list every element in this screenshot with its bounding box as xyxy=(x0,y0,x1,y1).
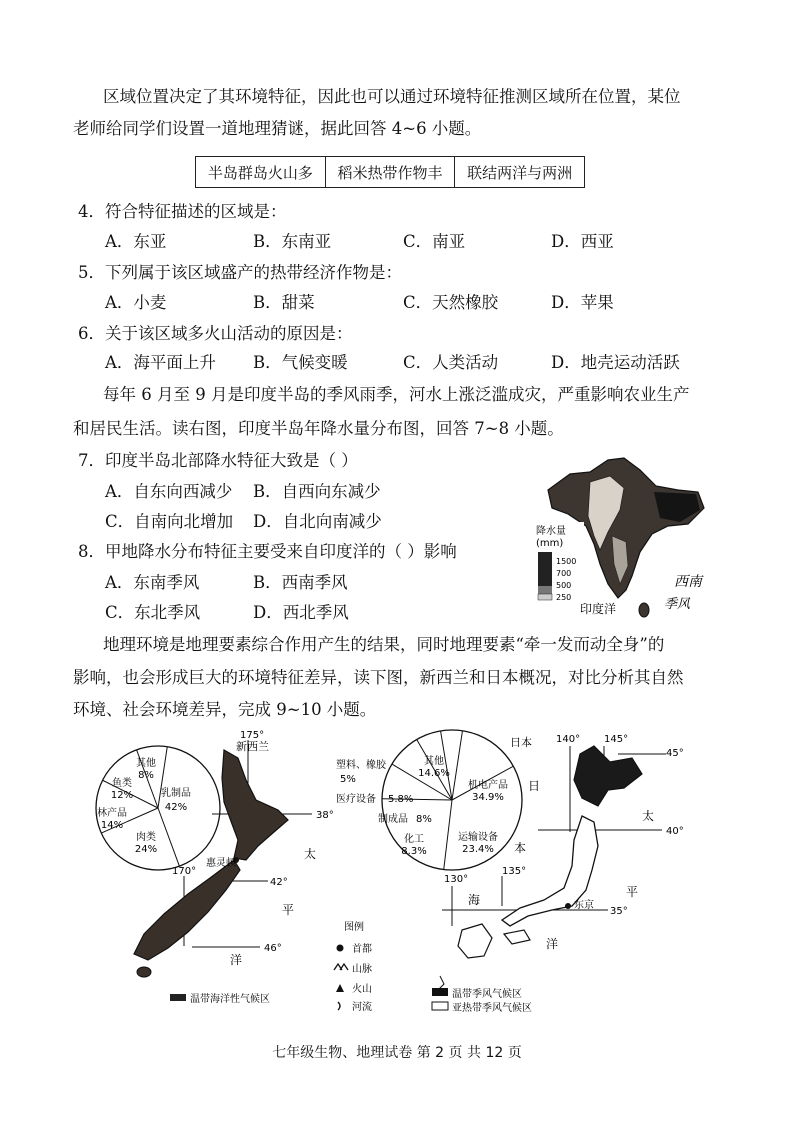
legend-value-500: 500 xyxy=(556,581,572,590)
jp-pie-label-manufactured: 制成品 xyxy=(378,814,408,825)
jp-legend-subtropical: 亚热带季风气候区 xyxy=(452,1003,532,1014)
intro-paragraph-2-line-2: 和居民生活。读右图，印度半岛年降水量分布图，回答 7~8 小题。 xyxy=(73,419,564,438)
question-6-option-c: C．人类活动 xyxy=(403,353,499,372)
legend-swatch-low xyxy=(538,594,552,600)
riddle-clue-3: 联结两洋与两洲 xyxy=(467,163,573,182)
nz-pie-pct-forest: 14% xyxy=(100,820,124,831)
question-4-option-c: C．南亚 xyxy=(403,232,466,251)
india-precipitation-map xyxy=(528,452,714,624)
nz-lon-175: 175° xyxy=(240,730,265,741)
map-legend-mountain: 山脉 xyxy=(352,964,372,975)
question-5-option-d: D．苹果 xyxy=(551,293,614,312)
jp-sea-label-3: 本 xyxy=(514,841,527,855)
question-4-option-d: D．西亚 xyxy=(551,232,614,251)
jp-pie-pct-transport: 23.4% xyxy=(462,844,494,855)
jp-pie-pct-plastic: 5% xyxy=(340,774,356,785)
question-7-option-b: B．自西向东减少 xyxy=(253,482,381,501)
jp-lon-135: 135° xyxy=(502,866,527,877)
jp-lon-130: 130° xyxy=(444,874,469,885)
riddle-clue-2: 稻米热带作物丰 xyxy=(326,157,456,187)
jp-lon-145: 145° xyxy=(604,734,629,745)
question-5-option-a: A．小麦 xyxy=(105,293,167,312)
intro-paragraph-3-line-1: 地理环境是地理要素综合作用产生的结果，同时地理要素“牵一发而动全身”的 xyxy=(103,635,665,654)
handwritten-note-line-1: 西南 xyxy=(674,574,702,590)
map-legend-title: 图例 xyxy=(344,922,364,933)
question-7-option-d: D．自北向南减少 xyxy=(253,512,382,531)
stewart-island xyxy=(137,967,151,977)
jp-ocean-char-3: 洋 xyxy=(546,937,559,951)
jp-ocean-char-1: 太 xyxy=(642,809,655,823)
river-icon xyxy=(338,1002,340,1010)
question-6-option-d: D．地壳运动活跃 xyxy=(551,353,680,372)
jp-legend-temperate: 温带季风气候区 xyxy=(452,989,522,1000)
nz-pie-label-forest: 林产品 xyxy=(97,808,127,819)
precipitation-legend-unit: (mm) xyxy=(536,538,564,549)
jp-lat-45: 45° xyxy=(666,748,684,759)
nz-lat-38: 38° xyxy=(316,810,334,821)
question-6-stem: 6．关于该区域多火山活动的原因是： xyxy=(78,324,353,343)
jp-legend-swatch-subtropical xyxy=(432,1002,448,1010)
question-8-option-c: C．东北季风 xyxy=(105,603,201,622)
nz-ocean-char-1: 太 xyxy=(304,847,317,861)
jp-pie-label-medical: 医疗设备 xyxy=(336,794,376,805)
nz-country-label: 新西兰 xyxy=(236,740,269,753)
japan-export-pie xyxy=(336,730,522,870)
legend-value-700: 700 xyxy=(556,569,572,578)
tokyo-capital-marker xyxy=(565,903,571,909)
nz-pie-pct-other: 8% xyxy=(138,770,154,781)
question-5-option-c: C．天然橡胶 xyxy=(403,293,499,312)
nz-ocean-char-3: 洋 xyxy=(230,953,243,967)
question-8-option-d: D．西北季风 xyxy=(253,603,349,622)
riddle-clue-table xyxy=(195,156,585,188)
jp-legend-swatch-temperate xyxy=(432,988,448,996)
nz-lon-170: 170° xyxy=(172,866,197,877)
nz-pie-label-other: 其他 xyxy=(136,758,156,769)
nz-capital-label: 惠灵顿 xyxy=(206,858,236,869)
jp-lat-35: 35° xyxy=(610,906,628,917)
intro-paragraph-1-line-1: 区域位置决定了其环境特征，因此也可以通过环境特征推测区域所在位置，某位 xyxy=(103,87,681,106)
question-7-option-a: A．自东向西减少 xyxy=(105,482,233,501)
jp-pie-pct-other: 14.6% xyxy=(418,768,450,779)
question-5-option-b: B．甜菜 xyxy=(253,293,315,312)
nz-pie-pct-dairy: 42% xyxy=(164,802,188,813)
north-island xyxy=(222,750,288,860)
jp-sea-label-2: 日 xyxy=(528,779,541,793)
map-legend-capital: 首都 xyxy=(352,944,372,955)
question-8-stem: 8．甲地降水分布特征主要受来自印度洋的（ ）影响 xyxy=(78,542,457,561)
intro-paragraph-3-line-2: 影响，也会形成巨大的环境特征差异，读下图，新西兰和日本概况，对比分析其自然 xyxy=(73,668,684,687)
legend-swatch-mid xyxy=(538,586,552,594)
jp-pie-pct-electro: 34.9% xyxy=(472,792,504,803)
jp-pie-label-electro: 机电产品 xyxy=(468,780,508,791)
jp-sea-label-4: 海 xyxy=(468,893,481,907)
legend-value-250: 250 xyxy=(556,593,572,602)
nz-ocean-char-2: 平 xyxy=(282,903,295,917)
jp-pie-label-chemical: 化工 xyxy=(404,834,424,845)
nz-pie-label-meat: 肉类 xyxy=(136,832,156,843)
question-4-option-a: A．东亚 xyxy=(105,232,167,251)
precipitation-legend-title: 降水量 xyxy=(536,526,566,537)
kyushu xyxy=(458,924,492,958)
jp-lon-140: 140° xyxy=(556,734,581,745)
question-6-option-b: B．气候变暖 xyxy=(253,353,348,372)
japan-map xyxy=(336,726,694,1022)
jp-ocean-char-2: 平 xyxy=(626,885,639,899)
riddle-clue-1: 半岛群岛火山多 xyxy=(196,157,326,187)
nz-lat-46: 46° xyxy=(264,943,282,954)
new-zealand-map xyxy=(88,728,334,1014)
jp-pie-label-other: 其他 xyxy=(424,756,444,767)
intro-paragraph-2-line-1: 每年 6 月至 9 月是印度半岛的季风雨季，河水上涨泛滥成灾，严重影响农业生产 xyxy=(103,385,690,404)
question-4-stem: 4．符合特征描述的区域是： xyxy=(78,202,287,221)
jp-pie-label-transport: 运输设备 xyxy=(458,832,498,843)
jp-pie-pct-medical: 5.8% xyxy=(388,794,414,805)
nz-pie-label-fish: 鱼类 xyxy=(112,778,132,789)
map-legend-volcano: 火山 xyxy=(352,984,372,995)
nz-pie-label-dairy: 乳制品 xyxy=(161,788,191,799)
nz-pie-pct-fish: 12% xyxy=(110,790,134,801)
map-legend-river: 河流 xyxy=(352,1002,372,1013)
jp-capital-label: 东京 xyxy=(574,900,594,911)
new-zealand-export-pie xyxy=(96,746,220,870)
legend-value-1500: 1500 xyxy=(556,557,577,566)
handwritten-note-line-2: 季风 xyxy=(664,597,691,612)
hokkaido xyxy=(574,746,642,806)
intro-paragraph-1-line-2: 老师给同学们设置一道地理猜谜，据此回答 4~6 小题。 xyxy=(73,119,482,138)
question-7-option-c: C．自南向北增加 xyxy=(105,512,234,531)
question-8-option-a: A．东南季风 xyxy=(105,573,200,592)
jp-pie-label-plastic: 塑料、橡胶 xyxy=(336,760,386,771)
nz-pie-pct-meat: 24% xyxy=(134,844,158,855)
nz-legend-swatch xyxy=(170,994,186,1001)
question-7-stem: 7．印度半岛北部降水特征大致是（ ） xyxy=(78,451,358,470)
jp-sea-label-1: 日本 xyxy=(510,736,532,749)
intro-paragraph-3-line-3: 环境、社会环境差异，完成 9~10 小题。 xyxy=(73,700,377,719)
sri-lanka xyxy=(639,603,649,617)
jp-lat-40: 40° xyxy=(666,826,684,837)
question-5-stem: 5．下列属于该区域盛产的热带经济作物是： xyxy=(78,263,402,282)
jp-pie-pct-manufactured: 8% xyxy=(416,814,432,825)
jp-pie-pct-chemical: 8.3% xyxy=(401,846,427,857)
question-4-option-b: B．东南亚 xyxy=(253,232,332,251)
question-6-option-a: A．海平面上升 xyxy=(105,353,216,372)
page-footer: 七年级生物、地理试卷 第 2 页 共 12 页 xyxy=(272,1045,522,1061)
nz-lat-42: 42° xyxy=(270,877,288,888)
question-8-option-b: B．西南季风 xyxy=(253,573,348,592)
legend-swatch-heavy xyxy=(538,552,552,586)
shikoku xyxy=(504,930,530,944)
indian-ocean-label: 印度洋 xyxy=(580,602,617,616)
nz-legend-label: 温带海洋性气候区 xyxy=(190,994,270,1005)
